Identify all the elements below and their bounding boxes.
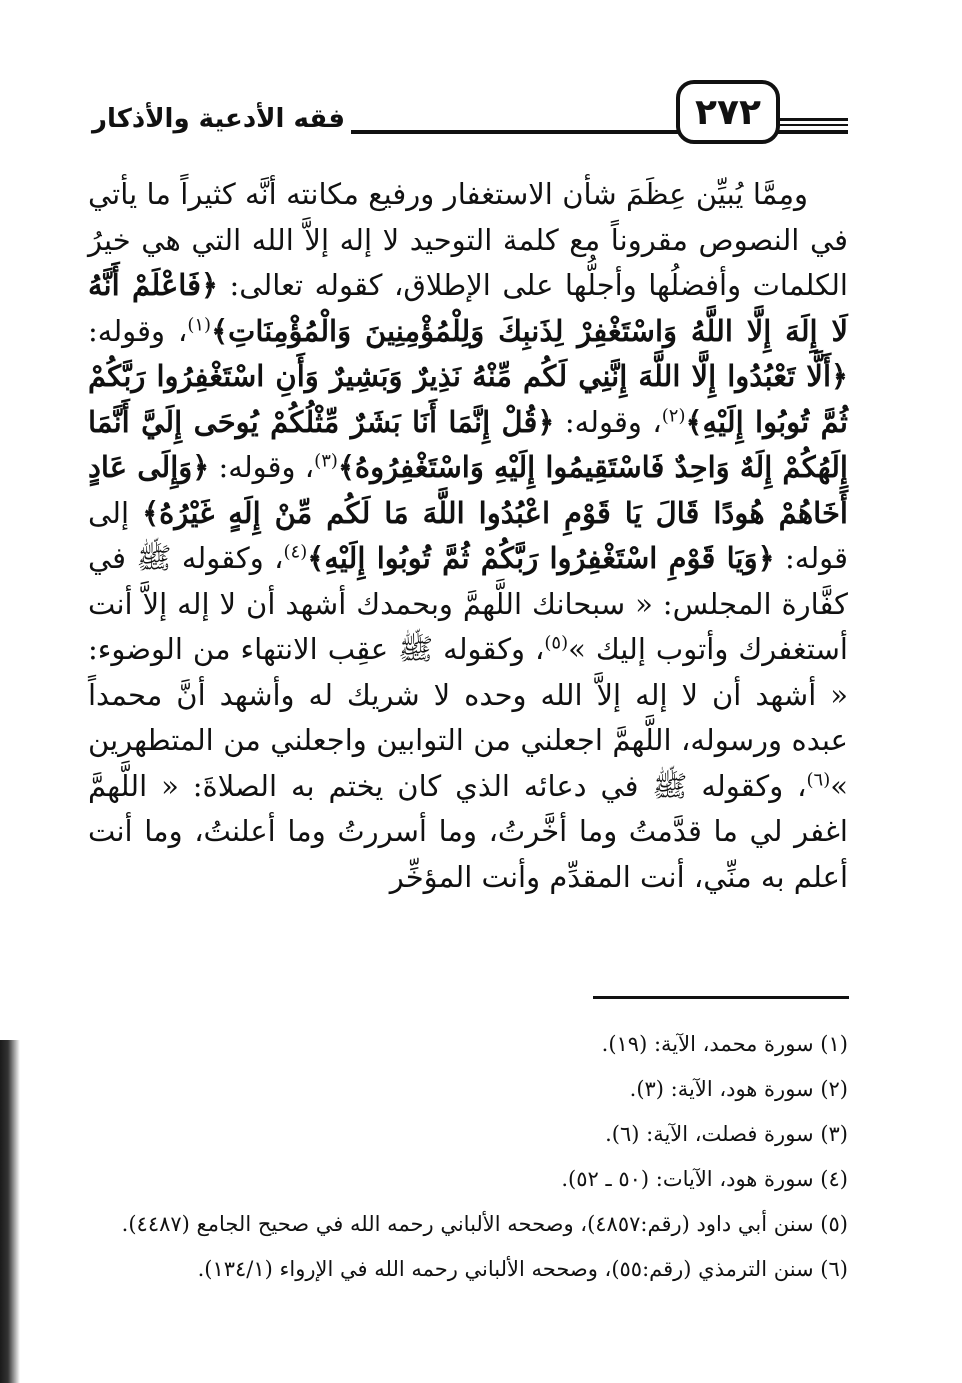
text-segment: ، وكقوله ﷺ عقِب الانتهاء من الوضوء: « أشهد أن لا إله إلاَّ الله وحده لا شريك له وأشهد أنَّ محمداً عبده ورسوله، اللَّهمَّ اجعلني من التوابين واجعلني من المتطهرين » <box>88 632 848 803</box>
footnote: (٢) سورة هود، الآية: (٣). <box>629 1077 848 1101</box>
header-rule-thin <box>768 118 848 121</box>
page-number: ٢٧٢ <box>676 80 780 144</box>
footnote: (١) سورة محمد، الآية: (١٩). <box>601 1032 848 1056</box>
text-segment: ، وقوله: <box>554 404 662 439</box>
footnote: (٣) سورة فصلت، الآية: (٦). <box>605 1122 848 1146</box>
footnote-ref: (٦) <box>806 768 831 790</box>
scan-edge-shadow <box>0 1040 20 1383</box>
paragraph <box>88 172 848 900</box>
text-segment: ، وكقوله ﷺ في كفَّارة المجلس: « سبحانك اللَّهمَّ وبحمدك أشهد أن لا إله إلاَّ أنت أستغفرك وأتوب إليك » <box>88 541 848 666</box>
book-title: فقه الأدعية والأذكار <box>88 104 351 134</box>
footnote: (٦) سنن الترمذي (رقم:٥٥)، وصححه الألباني رحمه الله في الإرواء (١٣٤/١). <box>197 1257 848 1281</box>
page-header <box>88 78 848 148</box>
footnote: (٥) سنن أبي داود (رقم:٤٨٥٧)، وصححه الألباني رحمه الله في صحيح الجامع (٤٤٨٧). <box>121 1212 848 1236</box>
text-segment: ، وقوله: <box>88 313 188 348</box>
main-text <box>88 172 848 900</box>
text-segment: ومِمَّا يُبيِّن عِظَمَ شأن الاستغفار ورفيع مكانته أنَّه كثيراً ما يأتي في النصوص مقروناً مع كلمة التوحيد لا إله إلاَّ الله التي هي خيرُ الكلمات وأفضلُها وأجلُّها على الإطلاق، كقوله تعالى: <box>88 177 848 302</box>
footnote-separator <box>593 996 849 999</box>
quran-verse: ﴿فَاعْلَمْ أَنَّهُ لَا إِلَهَ إِلَّا اللَّهُ وَاسْتَغْفِرْ لِذَنبِكَ وَلِلْمُؤْمِنِينَ وَالْمُؤْمِنَاتِ﴾ <box>88 268 848 348</box>
quran-verse: ﴿قُلْ إِنَّمَا أَنَا بَشَرٌ مِّثْلُكُمْ يُوحَى إِلَيَّ أَنَّمَا إِلَهُكُمْ إِلَهٌ وَاحِدٌ فَاسْتَقِيمُوا إِلَيْهِ وَاسْتَغْفِرُوهُ﴾ <box>88 404 848 484</box>
footnote-ref: (٣) <box>314 450 338 472</box>
quran-verse: ﴿وَإِلَى عَادٍ أَخَاهُمْ هُودًا قَالَ يَا قَوْمِ اعْبُدُوا اللَّهَ مَا لَكُم مِّنْ إِلَهٍ غَيْرُهُ﴾ <box>88 450 848 530</box>
footnotes <box>88 1022 848 1292</box>
footnote-ref: (١) <box>187 313 212 335</box>
text-segment: ، وكقوله ﷺ في دعائه الذي كان يختم به الصلاةَ: « اللَّهمَّ اغفر لي ما قدَّمتُ وما أخَّرتُ، وما أسررتُ وما أعلنتُ، وما أنت أعلم به منِّي، أنت المقدِّم وأنت المؤخِّر <box>88 768 848 894</box>
footnote-ref: (٤) <box>283 541 308 563</box>
footnote-ref: (٥) <box>544 632 569 654</box>
text-segment: إلى قوله: <box>88 495 848 575</box>
header-rule-thin-2 <box>768 124 848 126</box>
footnote: (٤) سورة هود، الآيات: (٥٠ ـ ٥٢). <box>561 1167 848 1191</box>
text-segment: ، وقوله: <box>209 450 315 484</box>
footnote-ref: (٢) <box>661 404 686 426</box>
quran-verse: ﴿وَيَا قَوْمِ اسْتَغْفِرُوا رَبَّكُمْ ثُمَّ تُوبُوا إِلَيْهِ﴾ <box>307 541 775 575</box>
quran-verse: ﴿أَلَّا تَعْبُدُوا إِلَّا اللَّهَ إِنَّنِي لَكُم مِّنْهُ نَذِيرٌ وَبَشِيرٌ وَأَنِ اسْتَغْفِرُوا رَبَّكُمْ ثُمَّ تُوبُوا إِلَيْهِ﴾ <box>88 359 848 439</box>
